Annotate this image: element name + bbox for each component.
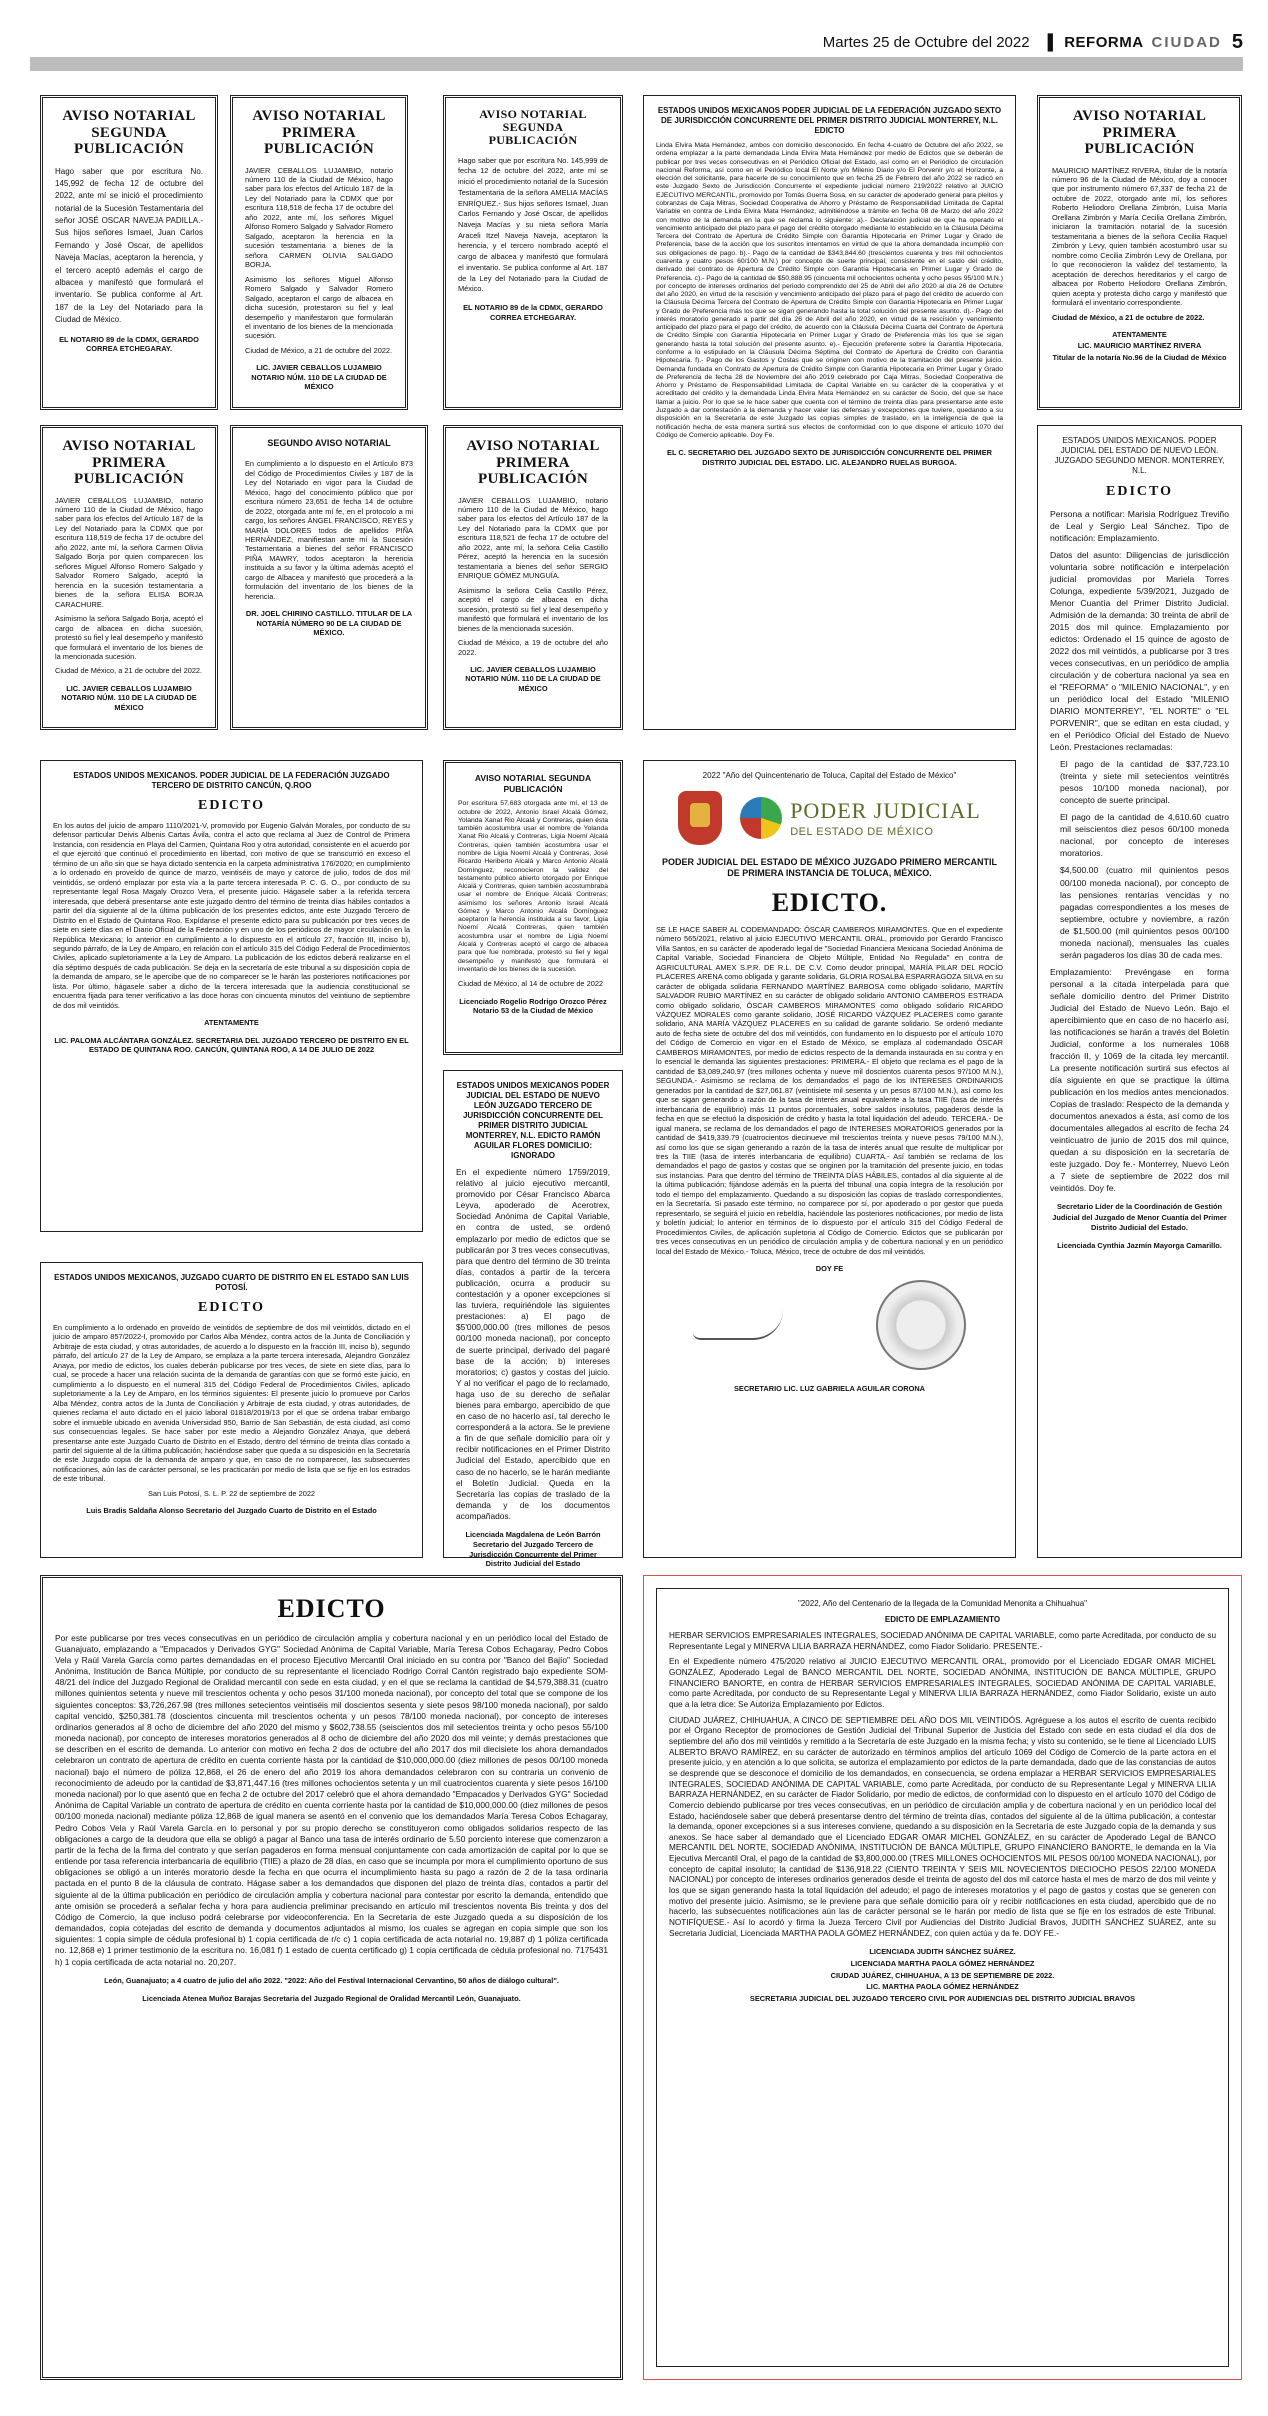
notice-signature: EL NOTARIO 89 de la CDMX, GERARDO CORREA ETCHEGARAY. (59, 334, 199, 354)
edicto-title: EDICTO (277, 1594, 386, 1623)
court-heading: ESTADOS UNIDOS MEXICANOS, JUZGADO CUARTO DE DISTRITO EN EL ESTADO SAN LUIS POTOSÍ. (54, 1273, 409, 1292)
edicto-date: San Luis Potosí, S. L. P. 22 de septiembre de 2022 (147, 1488, 316, 1498)
newspaper-name: REFORMA (1064, 33, 1144, 51)
edicto-cancun (40, 760, 423, 1232)
notice-date: Ciudad de México, a 19 de octubre del año 2022. (458, 638, 608, 657)
edicto-emplazamiento: Emplazamiento: Prevéngase en forma personal a la citada interpelada para que señale domicilio dentro del Primer Distrito Judicial del Estado de Nuevo León. Bajo el apercibimiento que en caso de no hacerlo así, las notificaciones se harán a través del Boletín Judicial, conforme a los numerales 1068 fracción II, y 1069 de la citada ley mercantil. La presente notificación surtirá sus efectos al día siguiente en que se practique la última publicación en los medios antes mencionados. Copias de traslado: Respecto de la demanda y documentos anexados a ésta, así como de los documentales allegados al escrito de fecha 24 veinticuatro de junio de 2015 dos mil quince, quedan a su disposición en la secretaría de este juzgado. Doy fe.- Monterrey, Nuevo León a 7 siete de septiembre de 2022 dos mil veintidós. Doy fe. (1050, 966, 1229, 1194)
edicto-body: Linda Elvira Mata Hernández, ambos con domicilio desconocido. En fecha 4-cuatro de Octubre del año 2022, se ordena emplazar a la parte demandada Linda Elvira Mata Hernández por medio de Edictos que se deberán de publicar por tres veces consecutivas en el Periódico Oficial del Estado, así como en el Periódico de circulación nacional Reforma, así como en el Periódico local El Norte y/o Milenio Diario y/o El Porvenir y/o el Horizonte, a elección del solicitante, para hacerle de su conocimiento que en fecha 25 de Febrero del año 2022 se radicó en este Juzgado Sexto de Jurisdicción Concurrente el expediente judicial número 219/2022 relativo al JUICIO EJECUTIVO MERCANTIL, promovido por Tomás Guerra Sosa, en su carácter de apoderado general para pleitos y cobranzas de Caja Mitras, Sociedad Cooperativa de Ahorro y Préstamo de Responsabilidad Limitada de Capital Variable en contra de Linda Elvira Mata Hernández, admitiéndose a trámite en fecha 08 de Marzo del año 2022 con motivo de la demanda en la que se reclama lo siguiente: a).- Declaración judicial de que ha operado el vencimiento anticipado del plazo para el pago del crédito otorgado mediante lo establecido en la Cláusula Décima Tercera del Contrato de Apertura de Crédito Simple con Garantía Hipotecaria en Primer Lugar y Grado de Preferencia, base de la acción que los suscritos intentamos en virtud de que la ahora demandada incumplió con sus obligaciones de pago. b).- Pago de la cantidad de $343,844.60 (trescientos cuarenta y tres mil ochocientos cuarenta y cuatro pesos 60/100 M.N.) por concepto de suerte principal, consistente en el saldo del crédito, derivado del contrato de Apertura de Crédito Simple con Garantía Hipotecaria en Primer Lugar y Grado de Preferencia. c).- Pago de la cantidad de $50,888.95 (cincuenta mil ochocientos ochenta y ocho pesos 95/100 M.N.) por concepto de intereses ordinarios del periodo comprendido del 25 de Abril del año 2020 al día 26 de Octubre del año 2020, en virtud de la rescisión y vencimiento anticipado del plazo para el pago del crédito de acuerdo con la Cláusula Décima Tercera del Contrato de Apertura de Crédito Simple con Garantía Hipotecaria en Primer Lugar y Grado de Preferencia más los que se sigan generando hasta la total solución del presente asunto. d).- Pago del interés moratorio generado a partir del día 26 de Abril del año 2020, en virtud de la rescisión y vencimiento anticipado del plazo para el pago del crédito, de acuerdo con la Cláusula Décima Cuarta del Contrato de Apertura de Crédito Simple con Garantía Hipotecaria en Primer Lugar y Grado de Preferencia más los que se sigan generando hasta la total solución del presente asunto. e).- Ejecución preferente sobre la Garantía Hipotecaria, conforme a lo estipulado en la Cláusula Décima Séptima del Contrato de Apertura de Crédito con Garantía Hipotecaria. f).- Pago de los Gastos y Costas que se originen con motivo de la tramitación del presente juicio. Demanda fundada en Contrato de Apertura de Crédito Simple con Garantía Hipotecaria en Primer Lugar y Grado de Preferencia de fecha 28 de Noviembre del año 2019 celebrado por Caja Mitras, Sociedad Cooperativa de Ahorro y Préstamo de Responsabilidad Limitada de Capital Variable en su carácter de la cooperativa y el acreditado del crédito y la demandada Linda Elvira Mata Hernández en su carácter de Socio, del que se hace llamar a juicio. Por lo que se le hace saber que cuenta con el término de treinta días para presentarse ante este Juzgado a dar contestación a la demanda y hacer valer las defensas y excepciones que tuviere, quedando a su disposición en la Secretaría de este Juzgado las copias simples de traslado, en la inteligencia de que la notificación hecha de esta manera surtirá sus efectos de conformidad con lo que dispone el artículo 1070 del Código de Comercio aplicable. Doy Fe. (656, 142, 1003, 439)
edicto-claim-3: $4,500.00 (cuatro mil quinientos pesos 00/100 moneda nacional), por concepto de las pensiones rentarias vencidas y no pagadas correspondientes a los meses de septiembre, octubre y noviembre, a razón de $1,500.00 (mil quinientos pesos 00/100 moneda nacional), mensuales las cuales serán pagaderos los días 30 de cada mes. (1060, 865, 1229, 960)
edicto-signature: Luis Bradis Saldaña Alonso Secretario del Juzgado Cuarto de Distrito en el Estado (86, 1506, 377, 1516)
edicto-title: EDICTO DE EMPLAZAMIENTO (884, 1615, 1001, 1624)
notice-body-1: JAVIER CEBALLOS LUJAMBIO, notario número 110 de la Ciudad de México, hago saber para los efectos del Artículo 187 de la Ley del Notariado para la CDMX que por escritura 118,519 de fecha 17 de octubre del año 2022, ante mí, la señora Carmen Olivia Salgado Borja por quien comparecen los señores Miguel Alfonso Romero Salgado y Salvador Romero Salgado, aceptó la herencia en la sucesión testamentaria a bienes de la señora ELISA BORJA CARACHURE. (55, 495, 203, 609)
edicto-signature: EL C. SECRETARIO DEL JUZGADO SEXTO DE JURISDICCIÓN CONCURRENTE DEL PRIMER DISTRITO JUDICIAL DEL ESTADO. LIC. ALEJANDRO RUELAS BURGOA. (667, 448, 992, 467)
notice-title: AVISO NOTARIAL SEGUNDA PUBLICACIÓN (479, 107, 587, 148)
notice-body-2: Asimismo los señores Miguel Alfonso Romero Salgado y Salvador Romero Salgado, aceptaron el cargo de albacea en dicha sucesión, protestaron su fiel y leal desempeño y manifestaron que formularán el inventario de los bienes de la mencionada sucesión. (245, 274, 393, 341)
court-heading: ESTADOS UNIDOS MEXICANOS PODER JUDICIAL DEL ESTADO DE NUEVO LEÓN JUZGADO TERCERO DE JURISDICCIÓN CONCURRENTE DEL PRIMER DISTRITO JUDICIAL MONTERREY, N.L. EDICTO RAMÓN AGUILAR FLORES DOMICILIO: IGNORADO (456, 1081, 610, 1160)
notice-alcala-contreras (443, 760, 623, 1055)
notice-signature-label: ATENTAMENTE (1112, 330, 1167, 339)
edicto-addressee: HERBAR SERVICIOS EMPRESARIALES INTEGRALES, SOCIEDAD ANÓNIMA DE CAPITAL VARIABLE, como parte Acreditada, por conducto de su Representante Legal y MINERVA LILIA BARRAZA HERNÁNDEZ, como Fiador Solidario. PRESENTE.- (669, 1631, 1216, 1651)
edicto-body: Por este publicarse por tres veces consecutivas en un periódico de circulación amplia y cobertura nacional y en un periódico local del Estado de Guanajuato, emplazando a "Empacados y Derivados GYG" Sociedad Anónima de Capital Variable, María Teresa Cobos Echagaray, Pedro Cobos Vela y Raúl Varela García como partes demandadas en el proceso Ejecutivo Mercantil Oral iniciado en su contra por "Banco del Bajío" Sociedad Anónima, Institución de Banca Múltiple, por conducto de su representante el licenciado Rodrigo Corral Cantón registrado bajo expediente SOM-48/21 del índice del Juzgado Regional de Oralidad mercantil con sede en esta ciudad, y en el que se reclama la cantidad de $4,579,388.31 (cuatro millones quinientos setenta y nueve mil trescientos ochenta y ocho pesos 31/100 moneda nacional), por concepto del total que se compone de los siguientes conceptos: $3,726,267.98 (tres millones setecientos veintiséis mil doscientos sesenta y siete pesos 98/100 moneda nacional), por saldo capital vencido, $250,381.78 (doscientos cincuenta mil trescientos ochenta y un pesos 78/100 moneda nacional), por concepto de intereses ordinarios generados al 8 ocho de diciembre del año 2020 del mismo y $602,738.55 (seiscientos dos mil setecientos treinta y ocho pesos 55/100 moneda nacional), por concepto de intereses moratorios generados al 8 ocho de diciembre del año 2020 dos mil veinte; y demás prestaciones que se describen en el escrito de demanda. Lo anterior con motivo en fecha 2 dos de octubre del año 2017 dos mil diecisiete los ahora demandados celebraron un contrato de apertura de crédito en cuenta corriente hasta por la cantidad de $10,000,000.00 (diez millones de pesos 00/100 moneda nacional) bajo el número de póliza 12,868, el 26 de enero del año 2019 los ahora demandados celebraron con su contraria un convenio de reconocimiento de adeudo por la cantidad de $3,871,447.16 (tres millones ochocientos setenta y un mil cuatrocientos cuarenta y siete pesos 16/100 moneda nacional) por lo que asentó que en fecha 2 de octubre del 2017 celebró que el ahora demandado "Empacados y Derivados GYG" Sociedad Anónima de Capital Variable un contrato de apertura de crédito en cuenta corriente hasta por la cantidad de $10,000,000.00 (diez millones de pesos 00/100 moneda nacional) mediante póliza 12,868 de igual manera se asentó en el convenio que los demandados María Teresa Cobos Echagaray, Pedro Cobos Vela y Raúl Varela García en lo personal y por su propio derecho se constituyeron como obligados solidarios respecto de las obligaciones a cargo de la deudora que ella se obligó a pagar al Banco una tasa de interés ordinario de 5.50 porciento interese que comenzaron a partir de la fecha de la firma del contrato y que serían pagaderos en forma mensual conjuntamente con cada amortización de capital por lo que se entiende por tasa referencia interbancaria de equilibrio (TIIE) a plazo de 28 días, en caso que se incumpla por mora el cumplimiento oportuno de sus obligaciones se obligó a un interés moratorio desde la fecha en que ocurra el incumplimiento hasta su pago a razón de 2 de la tasa ordinaria pactada en el punto 8 de la cláusula de contrato. Hágase saber a los demandados que disponen del plazo de treinta días, contados a partir del siguiente al de la última publicación en periódico de circulación amplia y cobertura nacional para contestar por escrito la demanda, entendido que ante omisión se procederá a señalar fecha y hora para audiencia preliminar precisando en artículo mil trescientos noventa Bis treinta y dos del Código de Comercio, la que incluso podrá celebrarse por videoconferencia. En la Secretaría de este Juzgado queda a su disposición de los demandados, copia cotejadas del escrito de demanda y documentos adjuntados al mismo, los cuales se agregan en copia simple que son los siguientes: 1 copia simple de cédula profesional b) 1 copia certificada de r/c c) 1 copia certificada de acta notarial no. 19,887 d) 1 póliza certificada no. 12,868 e) 1 primer testimonio de la escritura no. 16,081 f) 1 estado de cuenta certificado g) 1 copia certificada de cédula profesional no. 7175431 h) 1 copia certificada de acta notarial no. 20,207. (55, 1632, 608, 1967)
notice-body-2: Asimismo la señora Salgado Borja, aceptó el cargo de albacea en dicha sucesión, protestó su fiel y leal desempeño y manifestó que formulará el inventario de los bienes de la mencionada sucesión. (55, 614, 203, 661)
edicto-signature-name: LIC. MARTHA PAOLA GÓMEZ HERNÁNDEZ (866, 1982, 1019, 1992)
header-separator: ▌ (1047, 33, 1059, 51)
header-rule (30, 57, 1243, 71)
notice-title: AVISO NOTARIAL SEGUNDA PUBLICACIÓN (62, 108, 196, 157)
notice-title: AVISO NOTARIAL PRIMERA PUBLICACIÓN (252, 108, 386, 157)
edicto-san-luis-potosi (40, 1262, 423, 1558)
notice-title: AVISO NOTARIAL PRIMERA PUBLICACIÓN (62, 438, 196, 487)
notice-body: Hago saber que por escritura No. 145,992 de fecha 12 de octubre del 2022, ante mí se inició el procedimiento notarial de la Sucesión Testamentaria del señor JOSÉ OSCAR NAVEJA PADILLA.- Sus hijos señores Ismael, Juan Carlos Fernando y José Oscar, de apellidos Naveja Macías, aceptaron la herencia, y el tercero aceptó además el cargo de albacea y manifestó que formulará el inventario. Se publica conforme al Art. 187 de la Ley del Notariado para la Ciudad de México. (55, 166, 203, 325)
edicto-title: EDICTO (1106, 484, 1173, 499)
edicto-notified: Persona a notificar: Marisia Rodríguez Treviño de Leal y Sergio Leal Sánchez. Tipo de notificación: Emplazamiento. (1050, 508, 1229, 543)
edicto-ciudad-juarez (643, 1575, 1242, 2380)
edicto-body: SE LE HACE SABER AL CODEMANDADO: ÓSCAR CAMBEROS MIRAMONTES. Que en el expediente número 565/2021, relativo al juicio EJECUTIVO MERCANTIL ORAL, promovido por Gerardo Francisco Villa Santos, en su carácter de apoderado legal de "Sociedad Financiera Mexicana Sociedad Anónima de Capital Variable, Sociedad Financiera de Objeto Múltiple, Entidad No Regulada" en contra de AGRICULTURAL AMEX S.P.R. DE R.L. DE C.V. Como deudor principal, MARÍA PILAR DEL ROCÍO PLACERES ARENA como obligada y garante solidaria, GLORIA ROSALBA ESPARRAGOZA SILVA en su carácter de obligada solidaria FERNANDO MARTÍNEZ BARBOSA como obligado solidario, MARTÍN SALVADOR RUBIO MARTÍNEZ en su carácter de obligado solidario ANTONIO CAMBEROS ESTRADA como obligado solidario, ÓSCAR CAMBEROS MIRAMONTES como obligado solidario RICARDO VÁZQUEZ MORALES como garante solidario, JOSÉ RICARDO VÁZQUEZ PLACERES como garante solidario, ANA MARÍA VÁZQUEZ PLACERES en su calidad de garante solidario. Se ordenó mediante auto de fecha siete de octubre del dos mil veintidós, con fundamento en lo dispuesto por el artículo 1070 del Código de Comercio en vigor en el Estado de México, se emplaza al codemandado ÓSCAR CAMBEROS MIRAMONTES, por medio de edictos respecto de la demanda instaurada en su contra y en lo esencial le demanda las siguientes prestaciones: PRIMERA.- El objeto que reclama es el pago de la cantidad de $3,089,240.97 (tres millones ochenta y nueve mil doscientos cuarenta pesos 97/100 M.N.), SEGUNDA.- Asimismo se reclama de los demandados el pago de los INTERESES ORDINARIOS generados por la cantidad de $27,061.87 (veintisiete mil sesenta y un pesos 87/100 M.N.), así como los que se sigan generando a razón de la tasa de interés anual equivalente a la tasa TIIE (tasa de interés interbancaria de equilibrio) más 11 puntos porcentuales, sobre saldos insolutos, pagaderos desde la fecha en que se efectuó la disposición de crédito y hasta la total liquidación del adeudo. TERCERA.- De igual manera, se reclama de los demandados el pago de INTERESES MORATORIOS generados por la cantidad de $419,339.79 (cuatrocientos diecinueve mil trescientos treinta y nueve pesos 79/100 M.N.), así como los que se sigan generando a razón de la tasa de interés anual que resulte de multiplicar por tres la TIIE (tasa de interés interbancaria de equilibrio) CUARTA.- Así también se reclama de los demandados el pago de gastos y costas que se originen por la tramitación del presente juicio, en todas sus instancias. Para que dentro del término de TREINTA DÍAS HÁBILES, contados al día siguiente al de la última publicación; fíjándose además en la puerta del tribunal una copia íntegra de la resolución por todo el tiempo del emplazamiento. Quedando a su disposición las copias de traslado correspondientes, en la Secretaría. Si pasado este término, no comparece por sí, por apoderado o por gestor que pueda representarlo, se seguirá el juicio en rebeldía, haciéndole las posteriores notificaciones, por medio de lista y boletín judicial; lo anterior en términos de lo dispuesto por el artículo 315 del Código Federal de Procedimientos Civiles, de aplicación supletoria al Código de Comercio. Edictos que se publicarán por tres veces consecutivas en un periódico de circulación amplia y de cobertura nacional y en un periódico local del Estado de México.- Toluca, México, trece de octubre de dos mil veintidós. (656, 924, 1003, 1256)
year-motto: "2022, Año del Centenario de la llegada de la Comunidad Menonita a Chihuahua" (798, 1599, 1087, 1608)
notice-signature: LIC. JAVIER CEBALLOS LUJAMBIO NOTARIO NÚM. 110 DE LA CIUDAD DE MÉXICO (251, 363, 387, 392)
edicto-monterrey-menor (1037, 425, 1242, 1558)
notice-body-2: Asimismo la señora Celia Castillo Pérez, aceptó el cargo de albacea en dicha sucesión, protestó su fiel y leal desempeño y manifestó que formulará el inventario de los bienes de la mencionada sucesión. (458, 585, 608, 633)
notice-date: Ciudad de México, a 21 de octubre de 2022. (1052, 312, 1205, 322)
edicto-signature-label: ATENTAMENTE (204, 1018, 259, 1028)
edicto-leon-guanajuato (40, 1575, 623, 2380)
edicto-aguilar-flores (443, 1070, 623, 1569)
notice-title: AVISO NOTARIAL PRIMERA PUBLICACIÓN (1072, 108, 1207, 157)
edicto-date: León, Guanajuato; a 4 cuatro de julio del año 2022. "2022: Año del Festival Internacional Cervantino, 50 años de diálogo cultural". (104, 1975, 559, 1985)
notice-date: Ciudad de México, a 21 de octubre del 2022. (55, 666, 203, 676)
notice-body-1: JAVIER CEBALLOS LUJAMBIO, notario número 110 de la Ciudad de México, hago saber para los efectos del Artículo 187 de la Ley del Notariado para la CDMX que por escritura 118,518 de fecha 17 de octubre del año 2022, ante mí, los señores Miguel Alfonso Romero Salgado y Salvador Romero Salgado, aceptaron la herencia en la sucesión testamentaria a bienes de la señora CARMEN OLIVIA SALGADO BORJA. (245, 165, 393, 270)
court-heading: ESTADOS UNIDOS MEXICANOS. PODER JUDICIAL DEL ESTADO DE NUEVO LEÓN. JUZGADO SEGUNDO MENOR. MONTERREY, N.L. (1054, 436, 1225, 475)
notice-title: AVISO NOTARIAL SEGUNDA PUBLICACIÓN (474, 773, 592, 794)
edicto-signature: LIC. PALOMA ALCÁNTARA GONZÁLEZ. SECRETARIA DEL JUZGADO TERCERO DE DISTRITO EN EL ESTADO DE QUINTANA ROO. CANCÚN, QUINTANA ROO, A 14 DE JULIO DE 2022 (54, 1035, 409, 1055)
edicto-signature-judge: LICENCIADA JUDITH SÁNCHEZ SUÁREZ. (869, 1947, 1016, 1957)
logo-line-1: PODER JUDICIAL (790, 797, 981, 823)
section-name: CIUDAD (1151, 33, 1222, 51)
page-header (30, 30, 1243, 54)
edicto-signature-title: SECRETARIA JUDICIAL DEL JUZGADO TERCERO CIVIL POR AUDIENCIAS DEL DISTRITO JUDICIAL BRAVOS (749, 1993, 1136, 2003)
notice-signature: LIC. JAVIER CEBALLOS LUJAMBIO NOTARIO NÚM. 110 DE LA CIUDAD DE MÉXICO (61, 683, 197, 712)
notice-title: AVISO NOTARIAL PRIMERA PUBLICACIÓN (466, 438, 600, 487)
notice-body: Por escritura 57,683 otorgada ante mí, el 13 de octubre de 2022, Antonio Israel Alcalá Gómez, Yolanda Xanat Rio Alcalá y Contreras, quien ésta también acostumbra usar el nombre de Yolanda Xanat Rio Alcalá y Contreras, Ligia Noemí Alcalá Contreras, quien también acostumbra usar el nombre de Ligia Noemí Alcalá y Contreras, José Ricardo Heriberto Alcalá y Marco Antonio Alcalá Domínguez, reconocieron la validez del testamento público abierto otorgado por Enrique Alcalá y Contreras, quien también acostumbraba usar el nombre de Enrique Alcalá Contreras; asimismo los señores Antonio Israel Alcalá Gómez y Marco Antonio Alcalá Domínguez aceptaron la herencia instituida a su favor, Ligia Noemí Alcalá Contreras, quien también acostumbra usar el nombre de Ligia Noemí Alcalá y Contreras aceptó el cargo de albacea para que fue nombrada, protestó su fiel y legal desempeño y manifestó que formulará el inventario de los bienes de la sucesión. (458, 800, 608, 973)
notice-body: MAURICIO MARTÍNEZ RIVERA, titular de la notaría número 96 de la Ciudad de México, doy a conocer que por instrumento número 67,337 de fecha 21 de octubre de 2022, otorgado ante mí, los señores Roberto Heliodoro Orellana Zimbrón, Luisa María Orellana Zimbrón y María Cecilia Orellana Zimbrón, iniciaron la tramitación notarial de la sucesión testamentaria a bienes de la señora Cecilia Raquel Zimbrón y Levy, quien también acostumbró usar su nombre como Cecilia Zimbrón Levy de Orellana, por lo que reconocieron la validez del testamento, la aceptación de derechos hereditarios y el cargo de albacea por Roberto Heliodoro Orellana Zimbrón, quien acepta y protesta dicho cargo y manifestó que formulará el inventario correspondiente. (1052, 165, 1227, 308)
edicto-data: Datos del asunto: Diligencias de jurisdicción voluntaria sobre notificación e interpelación judicial promovidas por Mariela Torres Colunga, expediente 5/39/2021, Juzgado de Menor Cuantía del Primer Distrito Judicial. Admisión de la demanda: 30 treinta de abril de 2015 dos mil quince. Emplazamiento por edictos: Ordenado el 15 quince de agosto de 2022 dos mil veintidós, a publicarse por 3 tres veces consecutivas, en un periódico de amplia circulación y de cobertura nacional ya sea en el "REFORMA" o "MILENIO NACIONAL", y en un periódico local del Estado "MILENIO DIARIO MONTERREY", "EL NORTE" o "EL PORVENIR", que se editan en esta ciudad, y en el Periódico Oficial del Estado de Nuevo León. Prestaciones reclamadas: (1050, 549, 1229, 753)
notice-body: En cumplimiento a lo dispuesto en el Artículo 873 del Código de Procedimientos Civiles y 187 de la Ley del Notariado en vigor para la Ciudad de México, hago del conocimiento público que por escritura número 23,651 de fecha 14 de octubre de 2022, otorgada ante mí fe, en el protocolo a mi cargo, los señores ÁNGEL FRANCISCO, REYES y MARÍA DOLORES todos de apellidos PIÑA HERNÁNDEZ, manifiestan ante mí la Sucesión Testamentaria a bienes del señor FRANCISCO PIÑA MAWRY, todos aceptaron la herencia instituida a su favor y la última además aceptó el cargo de Albacea y manifestó que procederá a la formulación del inventario de los bienes de la herencia. (245, 459, 413, 601)
logo-line-2: DEL ESTADO DE MÉXICO (790, 826, 934, 839)
edicto-title: EDICTO (198, 1300, 265, 1315)
edicto-signature-name: Licenciada Cynthia Jazmín Mayorga Camarillo. (1057, 1241, 1222, 1251)
court-heading: ESTADOS UNIDOS MEXICANOS. PODER JUDICIAL DE LA FEDERACIÓN JUZGADO TERCERO DE DISTRITO CANCÚN, Q.ROO (73, 771, 390, 790)
notice-macias-enriquez (443, 95, 623, 410)
poder-judicial-mark-icon (740, 797, 782, 839)
edicto-body: En los autos del juicio de amparo 1110/2021-V, promovido por Eugenio Galván Morales, por conducto de su defensor particular Deivis Albenis Cartas Ávila, contra el acto que reclama al Juez de Control de Primera Instancia, con residencia en Playa del Carmen, Quintana Roo y otra autoridad, consistente en el acuerdo por el que ejercitó que continuó el procedimiento en libertad, con motivo de que se transcurrió en exceso el término de un año sin que se haya dictado sentencia en la carpeta administrativa 176/2020; en cumplimiento a lo ordenado en proveído de quince de marzo, veintiséis de mayo y catorce de julio, todos de dos mil veintidós, se ordenó emplazar por esta vía a la parte tercera interesada P. C. G. O., por conducto de su representante legal Rosa Magaly Orozco Vera, el presente juicio. Hágasele saber a la referida tercera interesada, que deberá presentarse ante este juzgado dentro del término de treinta días hábiles contados a partir del día siguiente al de la última publicación de los presentes edictos, ante este Juzgado Tercero de Distrito en el Estado de Quintana Roo. Expídanse el presente edicto para su publicación por tres veces de siete en siete días en el Diario Oficial de la Federación y en uno de los periódicos de mayor circulación en la República Mexicana; lo anterior en cumplimiento a lo dispuesto en el artículo 27, fracción III, inciso b), segundo párrafo, de la Ley de Amparo, en relación con el artículo 315 del Código Federal de Procedimientos Civiles, aplicado supletoriamente a la Ley de Amparo. La publicación de los edictos deberá realizarse en el día séptimo después de cada publicación. Se deja en la secretaría de este tribunal a su disposición copia de la demanda de amparo, se le apercibe que de no comparecer se le harán las posteriores notificaciones por lista. Por último, hágasele saber a dicho de la tercera interesada que la audiencia constitucional se encuentra fijada para tener verificativo a las doce horas con cincuenta minutos del veintiuno de septiembre de dos mil veintidós. (53, 820, 410, 1010)
edicto-claim-1: El pago de la cantidad de $37,723.10 (treinta y siete mil setecientos veintitrés pesos 10/100 moneda nacional), por concepto de suerte principal. (1060, 759, 1229, 806)
notice-signature: DR. JOEL CHIRINO CASTILLO. TITULAR DE LA NOTARÍA NÚMERO 90 DE LA CIUDAD DE MÉXICO. (245, 609, 413, 638)
court-heading: ESTADOS UNIDOS MEXICANOS PODER JUDICIAL DE LA FEDERACIÓN JUZGADO SEXTO DE JURISDICCIÓN CONCURRENTE DEL PRIMER DISTRITO JUDICIAL MONTERREY, N.L. EDICTO (657, 106, 1002, 135)
court-seal-icon (876, 1280, 966, 1370)
year-motto: 2022 "Año del Quincentenario de Toluca, Capital del Estado de México" (702, 771, 957, 780)
edicto-signature-date: CIUDAD JUÁREZ, CHIHUAHUA, A 13 DE SEPTIEMBRE DE 2022. (830, 1970, 1055, 1980)
edicto-signature: Licenciada Magdalena de León Barrón Secretario del Juzgado Tercero de Jurisdicción Concurrente del Primer Distrito Judicial del Estado (465, 1530, 601, 1569)
edicto-body: En el expediente número 1759/2019, relativo al juicio ejecutivo mercantil, promovido por César Francisco Abarca Leyva, apoderado de Acerotrex, Sociedad Anónima de Capital Variable, en contra de usted, se ordenó emplazarlo por medio de edictos que se publicarán por 3 tres veces consecutivas, para que dentro del término de 30 treinta días, contados a partir de la tercera publicación, ocurra a producir su contestación y a oponer excepciones si las tuviera, requiriéndole las siguientes prestaciones: a) El pago de $5'000,000.00 (tres millones de pesos 00/100 moneda nacional), por concepto de suerte principal, derivado del pagaré base de la acción; b) intereses moratorios; c) gastos y costas del juicio. Y al no verificar el pago de lo reclamado, haga uso de su derecho de señalar bienes para embargo, apercibido de que en caso de no hacerlo así, tal derecho le corresponderá a la actora. Se le previene a fin de que señale domicilio para oír y recibir notificaciones en el Primer Distrito Judicial del Estado, apercibido que en caso de no hacerlo, se le harán mediante el Boletín Judicial. Queda en la Secretaría las copias de traslado de la demanda y de los documentos acompañados. (456, 1167, 610, 1521)
notice-date: Ciudad de México, a 21 de octubre del 2022. (245, 345, 393, 355)
notice-signature: Licenciado Rogelio Rodrigo Orozco Pérez Notario 53 de la Ciudad de México (459, 996, 607, 1016)
notice-body-1: JAVIER CEBALLOS LUJAMBIO, notario número 110 de la Ciudad de México, hago saber para los efectos del Artículo 187 de la Ley del Notariado para la CDMX que por escritura 118,521 de fecha 17 de octubre del año 2022, ante mí, la señora Celia Castillo Pérez, aceptó la herencia en la sucesión testamentaria a bienes del señor SERGIO ENRIQUE GÓMEZ MUNGUÍA. (458, 495, 608, 581)
notice-borja-carachure (40, 425, 218, 730)
court-logos (656, 791, 1003, 845)
edicto-signature-title: Secretario Líder de la Coordinación de Gestión Judicial del Juzgado de Menor Cuantía del Primer Distrito Judicial del Estado. (1052, 1202, 1227, 1233)
edicto-signature: SECRETARIO LIC. LUZ GABRIELA AGUILAR CORONA (733, 1383, 926, 1393)
edicto-toluca (643, 760, 1016, 1558)
issue-date: Martes 25 de Octubre del 2022 (822, 33, 1030, 51)
edicto-body: CIUDAD JUÁREZ, CHIHUAHUA, A CINCO DE SEPTIEMBRE DEL AÑO DOS MIL VEINTIDÓS. Agréguese a los autos el escrito de cuenta recibido por el Órgano Receptor de promociones de Gestión Judicial del Tribunal Superior de Justicia del Estado con sede en esta ciudad el día dos de septiembre del año dos mil veintidós y remitido a la Secretaría de este Juzgado en la misma fecha; y visto su contenido, se le tiene al Licenciado LUIS ALBERTO BRAVO RAMÍREZ, en su carácter de autorizado en términos amplios del artículo 1069 del Código de Comercio de la parte actora en el presente juicio, y en atención a lo que solicita, se autoriza el emplazamiento por edictos de la parte demandada, dado que de las constancias de autos se desprende que se desconoce el domicilio de los demandados, en consecuencia, se ordena emplazar a HERBAR SERVICIOS EMPRESARIALES INTEGRALES, SOCIEDAD ANÓNIMA DE CAPITAL VARIABLE, como parte Acreditada, por conducto de su Representante Legal y MINERVA LILIA BARRAZA HERNÁNDEZ, en su carácter de Fiador Solidario, por medio de edictos, de conformidad con lo dispuesto en el artículo 1070 del Código de Comercio debiendo publicarse por tres veces consecutivas, en un periódico de circulación amplia y de cobertura nacional y en un periódico local del Estado, haciéndosele saber que deberá presentarse dentro del término de treinta días, contados del siguiente al de la última publicación, a contestar la demanda, oponer excepciones si a sus intereses conviene, quedando a su disposición en la Secretaría de este Juzgado copia de la demanda y sus anexos. Se hace saber al demandado que el Licenciado EDGAR OMAR MICHEL GONZÁLEZ, en su carácter de Apoderado Legal de BANCO MERCANTIL DEL NORTE, SOCIEDAD ANÓNIMA, INSTITUCIÓN DE BANCA MÚLTIPLE, GRUPO FINANCIERO BANORTE, le demanda en la Vía Ejecutiva Mercantil Oral, el pago de la cantidad de $3,800,000.00 (TRES MILLONES OCHOCIENTOS MIL PESOS 00/100 MONEDA NACIONAL), por concepto de capital insoluto; la cantidad de $136,918.22 (CIENTO TREINTA Y SEIS MIL NOVECIENTOS DIECIOCHO PESOS 22/100 MONEDA NACIONAL) por concepto de intereses ordinarios generados desde el treinta de agosto del dos mil catorce hasta el mes de marzo de dos mil veinte y los que se sigan generando hasta la total liquidación del adeudo; el pago de intereses moratorios y el pago de gastos y costas que se generen con motivo del presente juicio. Asimismo, se le previene para que señale domicilio para oír y recibir notificaciones en esta ciudad, apercibido que de no hacerlo, las subsecuentes notificaciones aún las de carácter personal se le harán por medio de lista que se fije en los estrados de este Tribunal. NOTIFÍQUESE.- Así lo acordó y firma la Jueza Tercero Civil por Audiencias del Distrito Judicial Bravos, JUDITH SÁNCHEZ SUÁREZ, ante su Secretaria Judicial, Licenciada MARTHA PAOLA GÓMEZ HERNÁNDEZ, con quien actúa y da fe. DOY FE.- (669, 1715, 1216, 1938)
notice-naveja-padilla (40, 95, 218, 410)
page-number: 5 (1231, 30, 1243, 53)
edicto-title: EDICTO (198, 798, 265, 813)
notice-signature-title: Titular de la notaría No.96 de la Ciudad de México (1052, 352, 1227, 362)
notice-orellana-zimbron (1037, 95, 1242, 410)
edicto-monterrey-sexto (643, 95, 1016, 730)
notice-date: Ciudad de México, al 14 de octubre de 2022 (458, 979, 604, 989)
signature-scribble-icon (693, 1310, 783, 1340)
edicto-title: EDICTO. (771, 887, 888, 917)
edicto-inner-frame (656, 1588, 1229, 2367)
notice-salgado-borja (230, 95, 408, 410)
edicto-signature: Licenciada Atenea Muñoz Barajas Secretaria del Juzgado Regional de Oralidad Mercantil León, Guanajuato. (142, 1993, 521, 2003)
poder-judicial-logo (740, 797, 981, 839)
edicto-signature-secretary: LICENCIADA MARTHA PAOLA GÓMEZ HERNÁNDEZ (850, 1959, 1035, 1968)
notice-body: Hago saber que por escritura No. 145,999 de fecha 12 de octubre del 2022, ante mí se inició el procedimiento notarial de la Sucesión Testamentaria de la señora AMELIA MACÍAS ENRÍQUEZ.- Sus hijos señores Ismael, Juan Carlos Fernando y José Oscar, de apellidos Naveja Macías y su nieta señora María Araceli Itzel Naveja Naveja, aceptaron la herencia, y el tercero nombrado aceptó el cargo de albacea y manifestó que formulará el inventario. Se publica conforme al Art. 187 de la Ley del Notariado para la Ciudad de México. (458, 155, 608, 294)
edicto-doy-fe: DOY FE (815, 1264, 844, 1274)
edicto-intro: En el Expediente número 475/2020 relativo al JUICIO EJECUTIVO MERCANTIL ORAL, promovido por el Licenciado EDGAR OMAR MICHEL GONZÁLEZ, Apoderado Legal de BANCO MERCANTIL DEL NORTE, SOCIEDAD ANÓNIMA, INSTITUCIÓN DE BANCA MÚLTIPLE, GRUPO FINANCIERO BANORTE, en contra de HERBAR SERVICIOS EMPRESARIALES INTEGRALES, SOCIEDAD ANÓNIMA DE CAPITAL VARIABLE, como parte Acreditada, por conducto de su Representante Legal y MINERVA LILIA BARRAZA HERNÁNDEZ, como Fiador Solidario, existe un auto que a la letra dice: Se Autoriza Emplazamiento por Edictos. (669, 1657, 1216, 1709)
court-heading: PODER JUDICIAL DEL ESTADO DE MÉXICO JUZGADO PRIMERO MERCANTIL DE PRIMERA INSTANCIA DE TOLUCA, MÉXICO. (661, 857, 998, 879)
notice-signature: LIC. JAVIER CEBALLOS LUJAMBIO NOTARIO NÚM. 110 DE LA CIUDAD DE MÉXICO (465, 665, 601, 693)
notice-signature-name: LIC. MAURICIO MARTÍNEZ RIVERA (1077, 341, 1202, 351)
edicto-body: En cumplimiento a lo ordenado en proveído de veintidós de septiembre de dos mil veintidós, dictado en el juicio de amparo 857/2022-I, promovido por Carlos Alba Méndez, contra actos de la Junta de Conciliación y Arbitraje de esta ciudad, y otras autoridades, de acuerdo a lo dispuesto en la fracción III, inciso b), segundo párrafo, del artículo 27 de la Ley de Amparo, se emplaza a la parte tercera interesada, Alejandro González Anaya, por medio de edictos, los cuales deberán publicarse por tres veces, de siete en siete días, para lo cual, se procede a hacer una relación sucinta de la demanda de garantías con que se formó este juicio, en cumplimiento a lo dispuesto en el numeral 315 del Código Federal de Procedimientos Civiles, aplicado supletoriamente a la Ley de Amparo, en los términos siguientes: El presente juicio lo promueve por Carlos Alba Méndez, contra actos de la Junta de Conciliación y Arbitraje de esta ciudad, y otras autoridades, de quienes reclama el auto dictado en el juicio laboral 01818/2019/13 por el que se ordena trabar embargo sobre el inmueble ubicado en avenida Universidad 950, Barrio de San Sebastián, de esta ciudad, así como sus consecuencias legales. Se hace saber por este medio a Alejandro González Anaya, que deberá presentarse ante este Juzgado Cuarto de Distrito en el Estado, dentro del término de treinta días contado a partir del siguiente al de la última publicación; haciéndose saber que queda a su disposición en la Secretaría de este Juzgado copia de la demanda de amparo y que, en caso de no comparecer, las subsecuentes notificaciones, aún las de carácter personal, se les practicarán por medio de lista que se fije en los estrados de este tribunal. (53, 1322, 410, 1484)
state-crest-icon (678, 791, 722, 845)
notice-pina-mawry (230, 425, 428, 730)
notice-title: SEGUNDO AVISO NOTARIAL (267, 438, 391, 448)
notice-signature: EL NOTARIO 89 de la CDMX, GERARDO CORREA ETCHEGARAY. (463, 303, 603, 322)
notice-gomez-munguia (443, 425, 623, 730)
edicto-claim-2: El pago de la cantidad de 4,610.60 cuatro mil seiscientos diez pesos 60/100 moneda nacional, por concepto de intereses moratorios. (1060, 812, 1229, 859)
